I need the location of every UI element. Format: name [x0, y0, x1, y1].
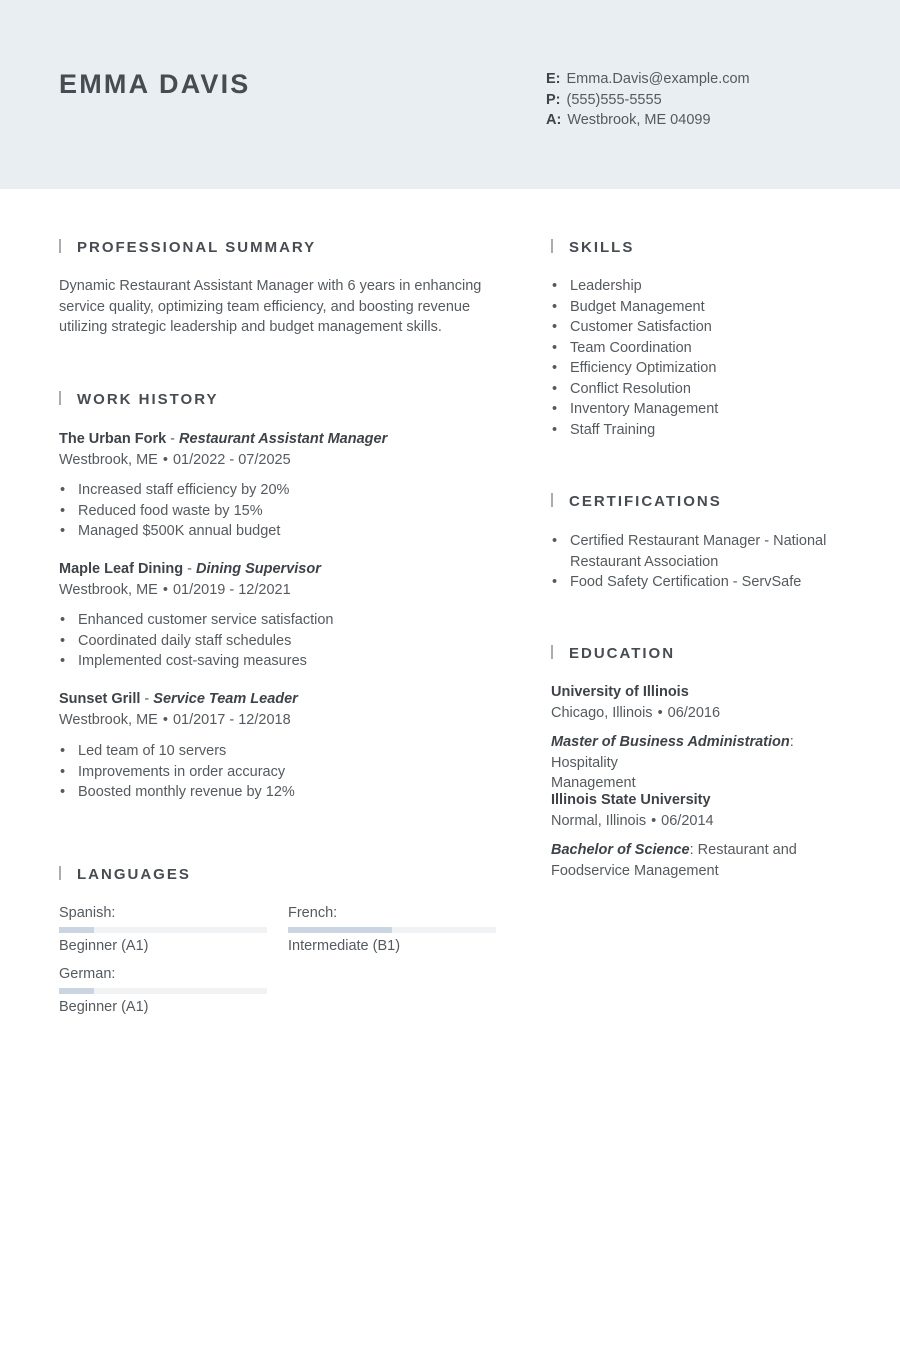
dot-separator: •	[651, 812, 657, 829]
school-name: Illinois State University	[551, 792, 711, 808]
education-entry	[551, 682, 851, 794]
cert-line: • Certified Restaurant Manager - National	[570, 533, 827, 549]
job-location: Westbrook, ME	[59, 581, 158, 598]
list-item: • Efficiency Optimization	[551, 358, 718, 379]
list-item: • Improvements in order accuracy	[59, 762, 295, 783]
list-item: • Customer Satisfaction	[551, 317, 718, 338]
job-separator: -	[140, 691, 154, 707]
candidate-name: EMMA DAVIS	[59, 69, 251, 99]
language-name: French:	[288, 905, 338, 921]
job-meta	[59, 580, 321, 601]
summary-heading	[59, 239, 316, 256]
job-meta	[59, 710, 298, 731]
heading-bar	[551, 493, 553, 507]
school-meta	[551, 703, 851, 724]
list-item: • Implemented cost-saving measures	[59, 651, 334, 672]
language-level: Intermediate (B1)	[288, 938, 401, 954]
school-name: University of Illinois	[551, 684, 689, 700]
certifications-list	[551, 531, 826, 593]
contact-email-row	[546, 69, 750, 90]
degree-line	[551, 840, 851, 861]
contact-address-row	[546, 110, 750, 131]
cert-line: Restaurant Association	[570, 553, 719, 570]
skills-heading-text: SKILLS	[569, 239, 635, 256]
heading-bar	[59, 239, 61, 253]
proficiency-fill	[59, 988, 94, 994]
job-dates: 01/2017 - 12/2018	[172, 711, 291, 728]
heading-bar	[551, 645, 553, 659]
education-heading	[551, 645, 675, 662]
summary-heading-text: PROFESSIONAL SUMMARY	[77, 239, 317, 256]
job-entry	[59, 689, 298, 730]
list-item: • Inventory Management	[551, 399, 718, 420]
job-dates: 01/2022 - 07/2025	[172, 451, 291, 468]
certifications-heading-text: CERTIFICATIONS	[569, 493, 722, 510]
job-bullets	[59, 610, 334, 672]
email-value[interactable]: Emma.Davis@example.com	[566, 71, 750, 87]
job-entry	[59, 559, 321, 600]
language-german	[59, 964, 267, 1017]
job-location: Westbrook, ME	[59, 451, 158, 468]
heading-bar	[59, 866, 61, 880]
phone-value: (555)555-5555	[566, 91, 662, 108]
summary-text	[59, 276, 481, 338]
work-history-heading-text: WORK HISTORY	[77, 391, 219, 408]
degree-name: Bachelor of Science	[551, 842, 690, 858]
job-meta	[59, 450, 387, 471]
job-company: Sunset Grill	[59, 691, 141, 707]
contact-phone-row	[546, 90, 750, 111]
contact-info	[546, 69, 750, 131]
summary-line: service quality, optimizing team efficiency, and boosting revenue	[59, 298, 471, 315]
certifications-heading	[551, 493, 722, 510]
proficiency-bar	[59, 988, 267, 994]
job-role: Restaurant Assistant Manager	[179, 431, 388, 447]
job-bullets	[59, 480, 289, 542]
dot-separator: •	[162, 581, 168, 598]
job-entry	[59, 429, 387, 470]
school-location: Normal, Illinois	[551, 812, 647, 829]
language-name: German:	[59, 966, 116, 982]
language-spanish	[59, 903, 267, 956]
education-entry	[551, 790, 851, 881]
email-label: E:	[546, 71, 561, 87]
summary-line: Dynamic Restaurant Assistant Manager with 6 years in enhancing	[59, 278, 482, 294]
list-item: • Budget Management	[551, 297, 718, 318]
job-separator: -	[166, 431, 180, 447]
list-item: • Boosted monthly revenue by 12%	[59, 782, 295, 803]
languages-heading	[59, 866, 191, 883]
list-item: • Increased staff efficiency by 20%	[59, 480, 289, 501]
proficiency-fill	[288, 927, 392, 933]
address-label: A:	[546, 112, 562, 128]
heading-bar	[59, 391, 61, 405]
job-company: The Urban Fork	[59, 431, 167, 447]
education-heading-text: EDUCATION	[569, 645, 676, 662]
list-item: • Led team of 10 servers	[59, 741, 295, 762]
degree-field: : Hospitality	[551, 734, 794, 771]
job-dates: 01/2019 - 12/2021	[172, 581, 291, 598]
job-heading	[59, 429, 387, 450]
proficiency-bar	[59, 927, 267, 933]
list-item: • Enhanced customer service satisfaction	[59, 610, 334, 631]
list-item: • Staff Training	[551, 420, 718, 441]
resume-header	[0, 0, 900, 189]
list-item: • Leadership	[551, 276, 718, 297]
job-separator: -	[183, 561, 196, 577]
job-bullets	[59, 741, 295, 803]
school-location: Chicago, Illinois	[551, 704, 653, 721]
degree-line	[551, 732, 851, 773]
graduation-date: 06/2016	[667, 704, 721, 721]
summary-line: utilizing strategic leadership and budget management skills.	[59, 319, 442, 335]
work-history-heading	[59, 391, 219, 408]
dot-separator: •	[162, 711, 168, 728]
list-item: • Conflict Resolution	[551, 379, 718, 400]
cert-line: • Food Safety Certification - ServSafe	[570, 574, 802, 590]
address-value: Westbrook, ME 04099	[567, 112, 711, 128]
dot-separator: •	[162, 451, 168, 468]
list-item: • Coordinated daily staff schedules	[59, 631, 334, 652]
proficiency-fill	[59, 927, 94, 933]
list-item	[551, 572, 826, 593]
phone-label: P:	[546, 91, 561, 108]
job-location: Westbrook, ME	[59, 711, 158, 728]
language-level: Beginner (A1)	[59, 938, 149, 954]
dot-separator: •	[657, 704, 663, 721]
job-company: Maple Leaf Dining	[59, 561, 184, 577]
languages-heading-text: LANGUAGES	[77, 866, 191, 883]
degree-field-cont: Foodservice Management	[551, 862, 719, 879]
list-item: • Managed $500K annual budget	[59, 521, 289, 542]
job-heading	[59, 559, 321, 580]
list-item: • Team Coordination	[551, 338, 718, 359]
school-meta	[551, 811, 851, 832]
language-level: Beginner (A1)	[59, 999, 149, 1015]
degree-field: : Restaurant and	[689, 842, 797, 858]
proficiency-bar	[288, 927, 496, 933]
job-role: Dining Supervisor	[195, 561, 321, 577]
list-item	[551, 531, 826, 572]
graduation-date: 06/2014	[661, 812, 714, 829]
degree-name: Master of Business Administration	[551, 734, 790, 750]
degree-field-cont: Management	[551, 775, 636, 791]
language-french	[288, 903, 496, 956]
language-name: Spanish:	[59, 905, 116, 921]
job-role: Service Team Leader	[153, 691, 298, 707]
skills-list	[551, 276, 718, 440]
list-item: • Reduced food waste by 15%	[59, 501, 289, 522]
skills-heading	[551, 239, 634, 256]
job-heading	[59, 689, 298, 710]
heading-bar	[551, 239, 553, 253]
